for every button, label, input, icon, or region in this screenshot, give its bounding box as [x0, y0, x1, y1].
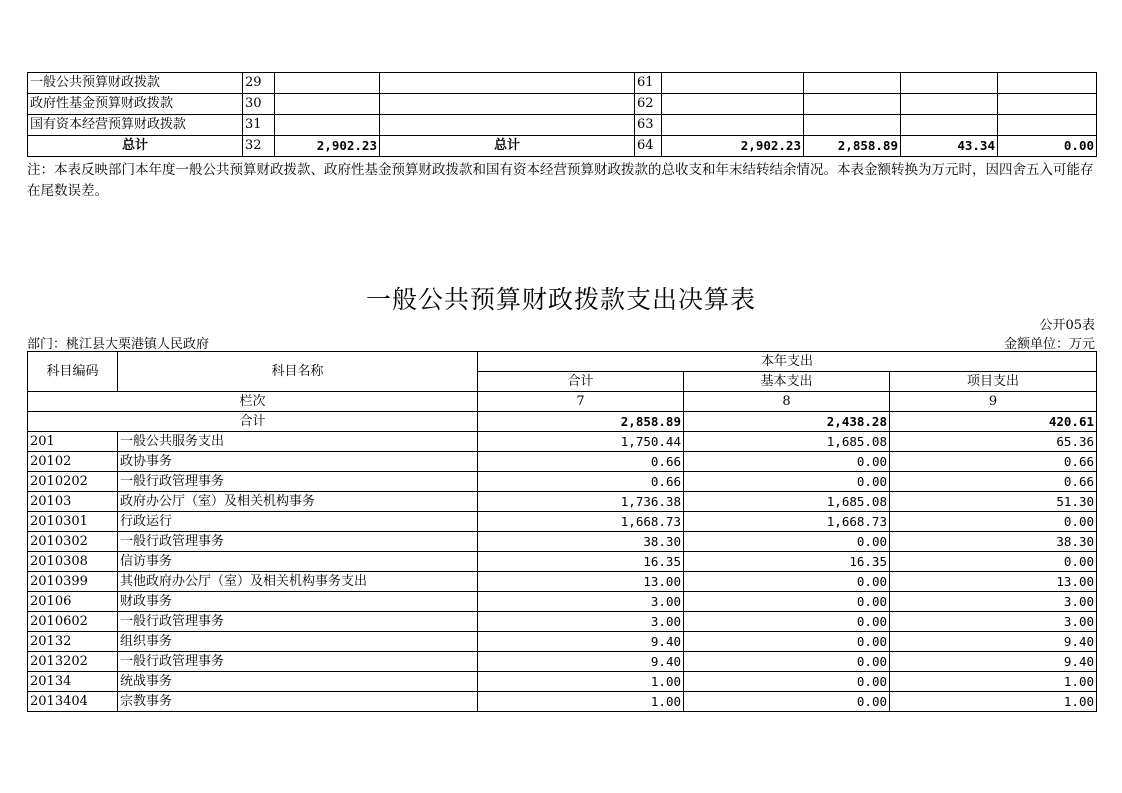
expense-total: 1.00: [478, 692, 684, 712]
table-row: [28, 572, 1097, 592]
expense-project: 65.36: [890, 432, 1097, 452]
total-c3: 43.34: [901, 136, 998, 157]
expense-basic: 0.00: [684, 452, 890, 472]
row-c2: [804, 115, 901, 136]
total-amount: 2,902.23: [275, 136, 380, 157]
expense-table: [27, 351, 1097, 712]
header-total: 合计: [478, 372, 684, 392]
row-label2: [380, 73, 635, 94]
row-c2: [804, 94, 901, 115]
total-line2: 64: [635, 136, 662, 157]
expense-project: 3.00: [890, 612, 1097, 632]
previous-table-body: [28, 73, 1097, 157]
expense-project: 0.00: [890, 552, 1097, 572]
row-c2: [804, 73, 901, 94]
previous-table-bottom: [27, 72, 1097, 157]
subject-code: 2010202: [28, 472, 118, 492]
expense-total: 1.00: [478, 672, 684, 692]
header-code: 科目编码: [28, 352, 118, 392]
column-index-basic: 8: [684, 392, 890, 412]
subject-code: 20106: [28, 592, 118, 612]
total-row: [28, 136, 1097, 157]
sum-total: 2,858.89: [478, 412, 684, 432]
total-c4: 0.00: [998, 136, 1097, 157]
expense-project: 9.40: [890, 632, 1097, 652]
subject-code: 20103: [28, 492, 118, 512]
table-row: [28, 612, 1097, 632]
header-year-expense: 本年支出: [478, 352, 1097, 372]
subject-code: 2010308: [28, 552, 118, 572]
expense-basic: 0.00: [684, 692, 890, 712]
expense-basic: 0.00: [684, 592, 890, 612]
page-title: 一般公共预算财政拨款支出决算表: [365, 285, 756, 314]
subject-code: 20132: [28, 632, 118, 652]
expense-project: 13.00: [890, 572, 1097, 592]
expense-basic: 0.00: [684, 672, 890, 692]
department-label: 部门：桃江县大栗港镇人民政府: [27, 337, 210, 352]
subject-name: 政府办公厅（室）及相关机构事务: [118, 492, 478, 512]
table-note: 注：本表反映部门本年度一般公共预算财政拨款、政府性基金预算财政拨款和国有资本经营预算财政拨款的总收支和年末结转结余情况。本表金额转换为万元时，因四舍五入可能存在尾数误差。: [27, 162, 1094, 199]
table-row: [28, 672, 1097, 692]
row-c4: [998, 115, 1097, 136]
table-row: [28, 94, 1097, 115]
expense-total: 0.66: [478, 452, 684, 472]
subject-name: 行政运行: [118, 512, 478, 532]
expense-project: 0.00: [890, 512, 1097, 532]
expense-total: 38.30: [478, 532, 684, 552]
subject-code: 2010602: [28, 612, 118, 632]
expense-basic: 0.00: [684, 472, 890, 492]
amount-unit-label: 金额单位：万元: [1003, 337, 1095, 352]
expense-basic: 0.00: [684, 532, 890, 552]
table-row: [28, 532, 1097, 552]
expense-total: 1,736.38: [478, 492, 684, 512]
subject-code: 2013404: [28, 692, 118, 712]
header-basic: 基本支出: [684, 372, 890, 392]
table-row: [28, 452, 1097, 472]
table-row: [28, 512, 1097, 532]
subject-name: 信访事务: [118, 552, 478, 572]
expense-project: 3.00: [890, 592, 1097, 612]
expense-basic: 1,685.08: [684, 432, 890, 452]
subject-name: 宗教事务: [118, 692, 478, 712]
subject-code: 201: [28, 432, 118, 452]
expense-total: 1,668.73: [478, 512, 684, 532]
row-line2: 63: [635, 115, 662, 136]
subject-name: 组织事务: [118, 632, 478, 652]
sum-project: 420.61: [890, 412, 1097, 432]
subject-name: 统战事务: [118, 672, 478, 692]
row-c1: [662, 115, 804, 136]
table-row: [28, 492, 1097, 512]
total-label2: 总计: [380, 136, 635, 157]
expense-project: 9.40: [890, 652, 1097, 672]
expense-total: 16.35: [478, 552, 684, 572]
table-row: [28, 632, 1097, 652]
expense-project: 1.00: [890, 672, 1097, 692]
expense-basic: 0.00: [684, 572, 890, 592]
expense-table-body: [28, 432, 1097, 712]
table-row: [28, 552, 1097, 572]
subject-code: 20102: [28, 452, 118, 472]
total-label: 总计: [28, 136, 243, 157]
subject-code: 2010399: [28, 572, 118, 592]
row-line2: 62: [635, 94, 662, 115]
expense-project: 38.30: [890, 532, 1097, 552]
expense-basic: 1,685.08: [684, 492, 890, 512]
expense-basic: 16.35: [684, 552, 890, 572]
total-line: 32: [243, 136, 275, 157]
row-label2: [380, 115, 635, 136]
form-number: 公开05表: [1039, 318, 1095, 333]
row-c4: [998, 73, 1097, 94]
subject-name: 一般行政管理事务: [118, 612, 478, 632]
table-row: [28, 692, 1097, 712]
sum-basic: 2,438.28: [684, 412, 890, 432]
table-row: [28, 472, 1097, 492]
table-row: [28, 115, 1097, 136]
subject-name: 一般行政管理事务: [118, 472, 478, 492]
subject-code: 2013202: [28, 652, 118, 672]
total-c1: 2,902.23: [662, 136, 804, 157]
row-line: 29: [243, 73, 275, 94]
subject-code: 20134: [28, 672, 118, 692]
table-row: [28, 73, 1097, 94]
row-c4: [998, 94, 1097, 115]
expense-basic: 0.00: [684, 632, 890, 652]
expense-project: 0.66: [890, 452, 1097, 472]
column-index-project: 9: [890, 392, 1097, 412]
expense-total: 3.00: [478, 612, 684, 632]
row-label: 一般公共预算财政拨款: [28, 73, 243, 94]
header-name: 科目名称: [118, 352, 478, 392]
subject-name: 一般行政管理事务: [118, 532, 478, 552]
row-amount: [275, 94, 380, 115]
subject-name: 一般行政管理事务: [118, 652, 478, 672]
expense-project: 1.00: [890, 692, 1097, 712]
column-index-total: 7: [478, 392, 684, 412]
row-c3: [901, 94, 998, 115]
row-amount: [275, 73, 380, 94]
subject-code: 2010302: [28, 532, 118, 552]
header-project: 项目支出: [890, 372, 1097, 392]
expense-total: 9.40: [478, 632, 684, 652]
row-c3: [901, 115, 998, 136]
expense-total: 1,750.44: [478, 432, 684, 452]
expense-basic: 1,668.73: [684, 512, 890, 532]
row-label: 国有资本经营预算财政拨款: [28, 115, 243, 136]
expense-project: 51.30: [890, 492, 1097, 512]
column-index-label: 栏次: [28, 392, 478, 412]
total-c2: 2,858.89: [804, 136, 901, 157]
expense-basic: 0.00: [684, 612, 890, 632]
expense-project: 0.66: [890, 472, 1097, 492]
expense-total: 13.00: [478, 572, 684, 592]
expense-total: 0.66: [478, 472, 684, 492]
subject-name: 财政事务: [118, 592, 478, 612]
row-line2: 61: [635, 73, 662, 94]
row-c3: [901, 73, 998, 94]
subject-name: 其他政府办公厅（室）及相关机构事务支出: [118, 572, 478, 592]
subject-code: 2010301: [28, 512, 118, 532]
row-c1: [662, 73, 804, 94]
subject-name: 一般公共服务支出: [118, 432, 478, 452]
expense-basic: 0.00: [684, 652, 890, 672]
row-label: 政府性基金预算财政拨款: [28, 94, 243, 115]
expense-total: 9.40: [478, 652, 684, 672]
subject-name: 政协事务: [118, 452, 478, 472]
row-label2: [380, 94, 635, 115]
table-row: [28, 652, 1097, 672]
table-row: [28, 432, 1097, 452]
row-line: 30: [243, 94, 275, 115]
expense-total: 3.00: [478, 592, 684, 612]
row-amount: [275, 115, 380, 136]
row-line: 31: [243, 115, 275, 136]
row-c1: [662, 94, 804, 115]
sum-row-label: 合计: [28, 412, 478, 432]
table-row: [28, 592, 1097, 612]
